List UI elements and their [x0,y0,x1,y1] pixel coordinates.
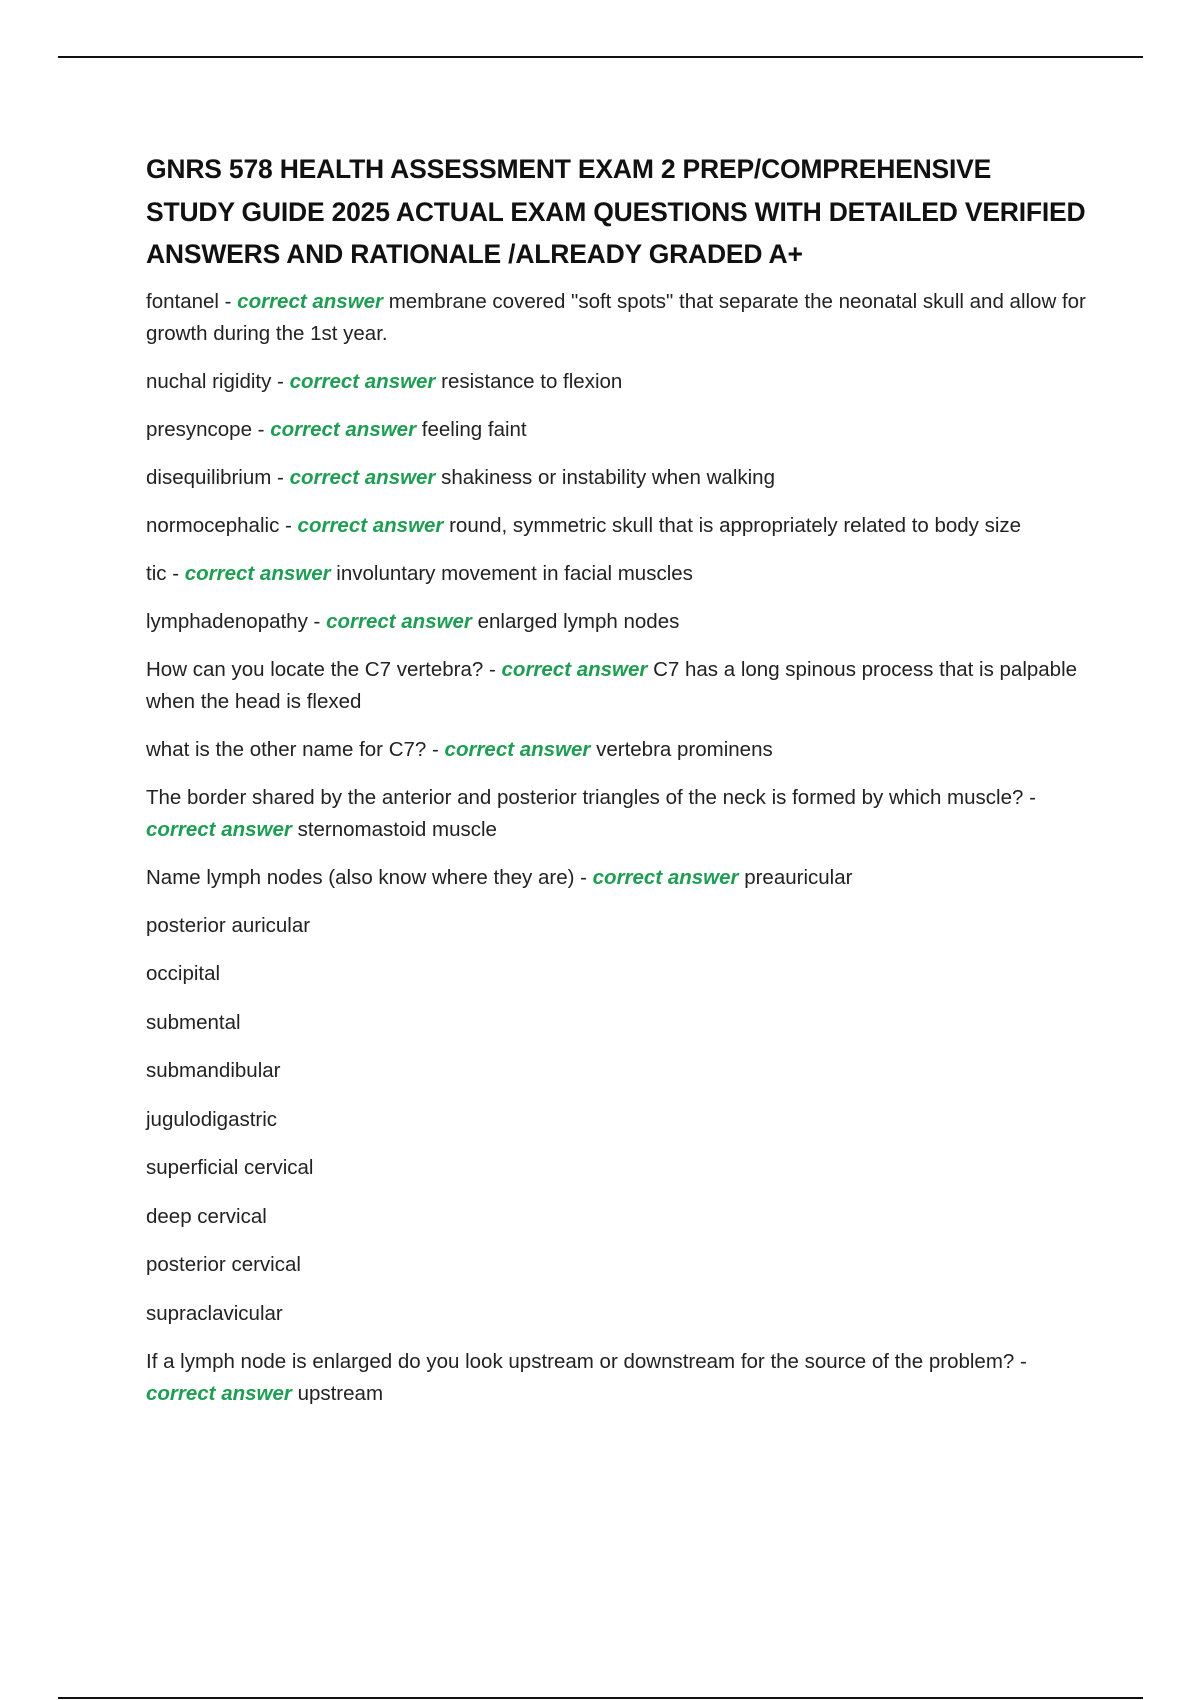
qa-separator: - [251,417,271,441]
document-title: GNRS 578 HEALTH ASSESSMENT EXAM 2 PREP/COMPREHENSIVE STUDY GUIDE 2025 ACTUAL EXAM QUESTIONS WITH DETAILED VERIFIED ANSWERS AND RATIONALE /ALREADY GRADED A+ [146,154,1086,269]
qa-answer: involuntary movement in facial muscles [336,561,693,585]
correct-answer-marker: correct answer [444,737,591,761]
correct-answer-marker: correct answer [326,609,472,633]
qa-answer: preauricular [744,865,853,889]
qa-term: fontanel [146,289,219,313]
correct-answer-marker: correct answer [289,465,436,489]
correct-answer-marker: correct answer [146,817,292,841]
lymph-node-item: submandibular [146,1059,281,1082]
qa-answer: shakiness or instability when walking [441,465,775,489]
qa-term: what is the other name for C7? [146,737,427,761]
top-rule [58,56,1143,58]
qa-entry [146,510,1086,542]
qa-answer: enlarged lymph nodes [477,609,680,633]
lymph-node-item: supraclavicular [146,1301,283,1325]
qa-term: lymphadenopathy [146,609,308,633]
correct-answer-marker: correct answer [184,561,331,585]
qa-separator: - [271,465,290,489]
qa-separator: - [426,737,445,761]
qa-separator: - [307,609,327,633]
qa-separator: - [1014,1350,1027,1373]
qa-term: nuchal rigidity [146,369,272,393]
qa-answer: resistance to flexion [441,369,623,393]
lymph-node-item: deep cervical [146,1204,267,1228]
qa-entry [146,414,1086,446]
qa-separator: - [271,369,290,393]
qa-term: How can you locate the C7 vertebra? [146,657,484,681]
correct-answer-marker: correct answer [501,657,648,681]
qa-term: Name lymph nodes (also know where they are) [146,865,575,889]
correct-answer-marker: correct answer [297,513,444,537]
qa-separator: - [218,289,238,313]
qa-entry [146,366,1086,398]
correct-answer-marker: correct answer [237,289,384,313]
qa-entry [146,734,1086,766]
qa-entry [146,782,1086,846]
qa-term: disequilibrium [146,465,272,489]
qa-entry [146,462,1086,494]
qa-answer: sternomastoid muscle [297,817,497,841]
qa-entry [146,606,1086,638]
lymph-node-item: posterior auricular [146,913,311,937]
qa-entry [146,654,1086,718]
lymph-node-item: occipital [146,962,221,985]
qa-answer: membrane covered "soft spots" that separate the neonatal skull and allow for growth during the 1st year. [146,289,1086,345]
qa-separator: - [166,561,185,585]
qa-separator: - [483,657,502,681]
document-body [146,148,1086,1426]
qa-term: normocephalic [146,513,280,537]
qa-separator: - [279,513,298,537]
correct-answer-marker: correct answer [146,1382,292,1405]
qa-entry [146,1346,1086,1410]
lymph-node-item: submental [146,1010,241,1034]
qa-answer: round, symmetric skull that is appropriately related to body size [449,513,1022,537]
qa-term: The border shared by the anterior and posterior triangles of the neck is formed by which muscle? [146,785,1024,809]
qa-term: presyncope [146,417,252,441]
qa-answer: feeling faint [421,417,527,441]
qa-entry [146,558,1086,590]
qa-entry [146,862,1086,894]
qa-answer: vertebra prominens [596,737,773,761]
qa-separator: - [1023,785,1036,809]
correct-answer-marker: correct answer [270,417,417,441]
correct-answer-marker: correct answer [289,369,436,393]
qa-answer: C7 has a long spinous process that is palpable when the head is flexed [146,657,1078,713]
lymph-node-item: superficial cervical [146,1156,314,1179]
correct-answer-marker: correct answer [592,865,739,889]
lymph-node-item: posterior cervical [146,1253,301,1276]
lymph-node-item: jugulodigastric [146,1107,278,1131]
qa-separator: - [574,865,593,889]
qa-term: If a lymph node is enlarged do you look upstream or downstream for the source of the problem? [146,1350,1015,1373]
qa-term: tic [146,561,167,585]
bottom-rule [58,1697,1143,1699]
qa-answer: upstream [297,1382,384,1405]
qa-entry [146,286,1086,350]
